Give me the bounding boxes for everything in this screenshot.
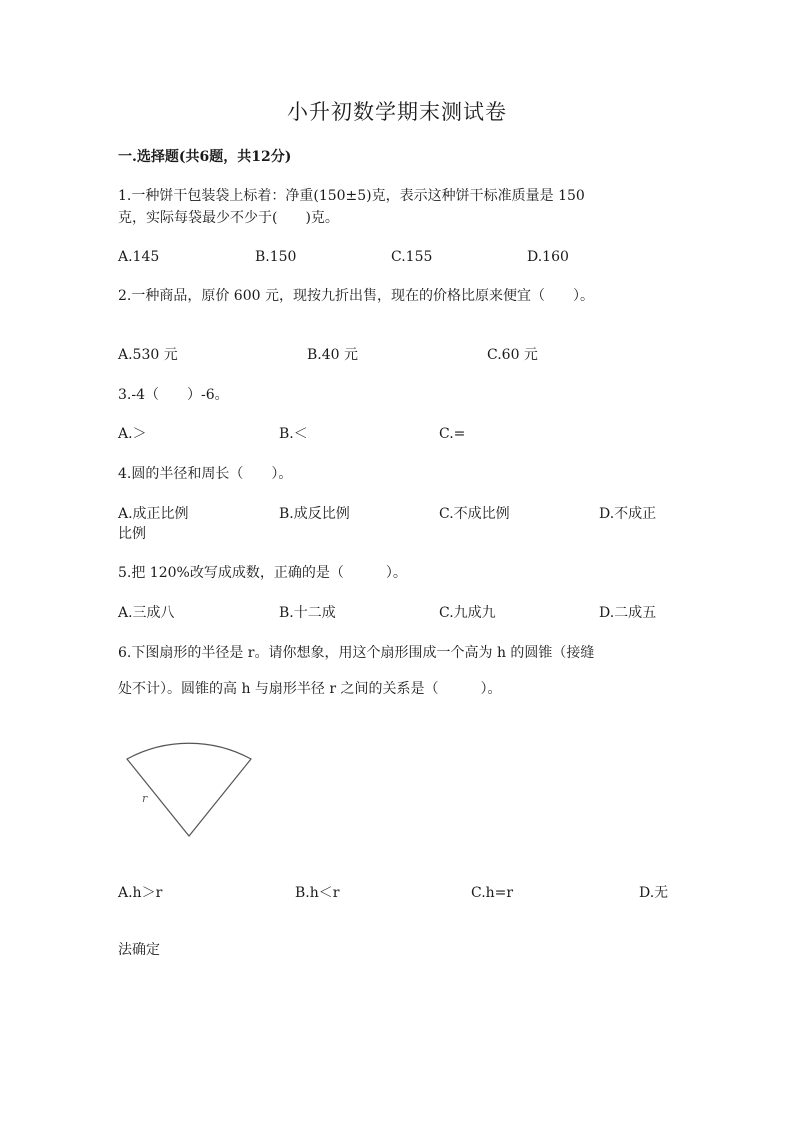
question-6-option-b: B.h＜r — [295, 885, 340, 901]
question-1-text-line-1: 1.一种饼干包装袋上标着：净重(150±5)克，表示这种饼干标准质量是 150 — [118, 188, 585, 204]
question-6-option-d-wrap: 法确定 — [118, 942, 160, 958]
section-heading: 一.选择题(共6题，共12分) — [118, 149, 292, 165]
question-2-option-a: A.530 元 — [118, 347, 178, 363]
question-6-option-c: C.h=r — [471, 885, 514, 901]
question-4-option-d: D.不成正 — [599, 506, 657, 522]
question-1-text-line-2: 克，实际每袋最少不少于( )克。 — [118, 210, 339, 226]
question-1-option-b: B.150 — [255, 249, 297, 265]
question-1-option-d: D.160 — [527, 249, 569, 265]
question-4-option-d-wrap: 比例 — [118, 526, 146, 542]
question-2-text-line-1: 2.一种商品，原价 600 元，现按九折出售，现在的价格比原来便宜（ ）。 — [118, 288, 594, 304]
question-2-option-b: B.40 元 — [307, 347, 359, 363]
question-5-option-a: A.三成八 — [118, 605, 175, 621]
page-title: 小升初数学期末测试卷 — [287, 100, 507, 124]
question-3-option-c: C.= — [439, 426, 466, 442]
question-5-text-line-1: 5.把 120%改写成成数，正确的是（ ）。 — [118, 565, 407, 581]
question-5-option-d: D.二成五 — [599, 605, 657, 621]
question-4-text-line-1: 4.圆的半径和周长（ ）。 — [118, 466, 293, 482]
question-3-option-a: A.＞ — [118, 426, 147, 442]
question-6-option-d: D.无 — [639, 885, 669, 901]
question-6-option-a: A.h＞r — [118, 885, 163, 901]
question-3-option-b: B.＜ — [279, 426, 308, 442]
radius-label: r — [142, 792, 148, 805]
question-5-option-b: B.十二成 — [279, 605, 336, 621]
question-4-option-b: B.成反比例 — [279, 506, 350, 522]
sector-shape — [127, 743, 251, 836]
question-4-option-c: C.不成比例 — [439, 506, 510, 522]
question-6-text-line-2: 处不计）。圆锥的高 h 与扇形半径 r 之间的关系是（ ）。 — [118, 681, 502, 697]
question-5-option-c: C.九成九 — [439, 605, 496, 621]
question-4-option-a: A.成正比例 — [118, 506, 189, 522]
question-1-option-c: C.155 — [391, 249, 433, 265]
question-2-option-c: C.60 元 — [487, 347, 538, 363]
question-3-text-line-1: 3.-4（ ）-6。 — [118, 387, 229, 403]
question-1-option-a: A.145 — [118, 249, 160, 265]
sector-figure — [118, 730, 268, 850]
question-6-text-line-1: 6.下图扇形的半径是 r。请你想象，用这个扇形围成一个高为 h 的圆锥（接缝 — [118, 645, 595, 661]
